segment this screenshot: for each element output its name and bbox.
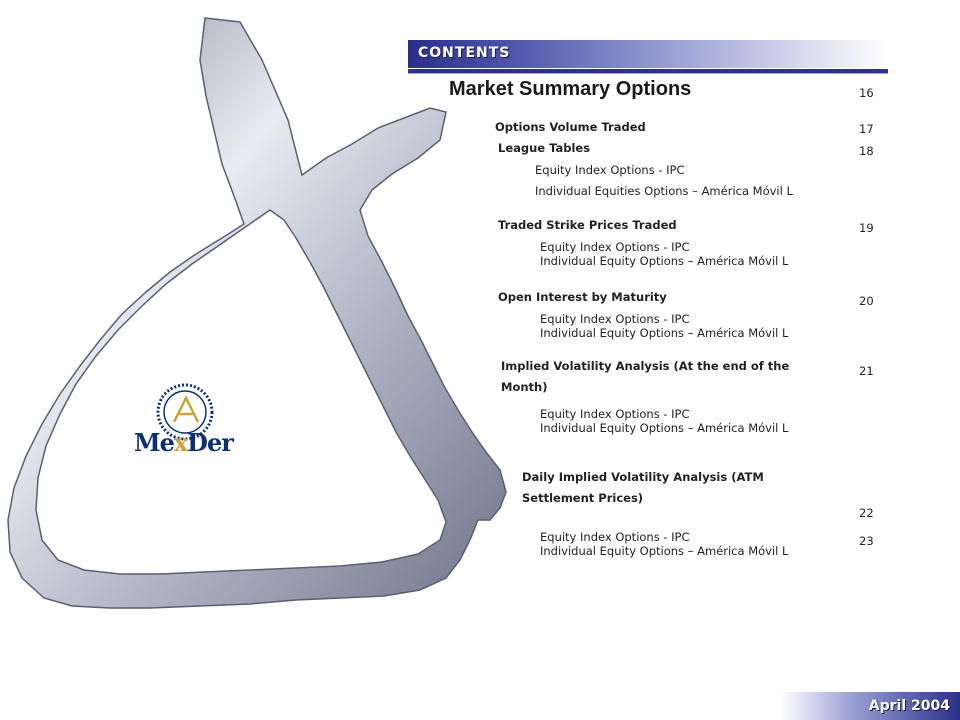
- page-number: 16: [859, 86, 874, 100]
- toc-open-interest-item-2: Individual Equity Options – América Móvil L: [540, 326, 789, 340]
- toc-league-tables: League Tables: [498, 141, 591, 155]
- page-number: 17: [859, 122, 874, 136]
- mexder-logo-text: MexDer: [134, 428, 233, 457]
- page-number: 21: [859, 364, 874, 378]
- toc-strike-item-1: Equity Index Options - IPC: [540, 240, 690, 254]
- toc-open-interest: Open Interest by Maturity: [498, 290, 667, 304]
- page-number: 19: [859, 221, 874, 235]
- header-rule-thin: [408, 73, 888, 74]
- toc-implied-vol-item-2: Individual Equity Options – América Móvil L: [540, 421, 789, 435]
- page-number: 23: [859, 534, 874, 548]
- toc-implied-volatility: Implied Volatility Analysis (At the end of the Month): [501, 359, 790, 394]
- contents-label: CONTENTS: [418, 45, 511, 61]
- toc-strike-item-2: Individual Equity Options – América Móvil L: [540, 254, 789, 268]
- toc-implied-vol-item-1: Equity Index Options - IPC: [540, 407, 690, 421]
- toc-daily-implied-volatility: Daily Implied Volatility Analysis (ATM Settlement Prices): [522, 470, 764, 505]
- decorative-ribbon: [0, 0, 520, 640]
- toc-league-item-1: Equity Index Options - IPC: [535, 163, 685, 177]
- toc-options-volume: Options Volume Traded: [495, 120, 646, 134]
- page-title: Market Summary Options: [449, 78, 692, 100]
- toc-daily-vol-item-1: Equity Index Options - IPC: [540, 530, 690, 544]
- toc-league-item-2: Individual Equities Options – América Móvil L: [535, 184, 793, 198]
- toc-daily-vol-item-2: Individual Equity Options – América Móvil L: [540, 544, 789, 558]
- toc-open-interest-item-1: Equity Index Options - IPC: [540, 312, 690, 326]
- page-number: 20: [859, 294, 874, 308]
- toc-strike-prices: Traded Strike Prices Traded: [498, 218, 677, 232]
- page-number: 18: [859, 144, 874, 158]
- footer-date: April 2004: [868, 698, 950, 714]
- page-number: 22: [859, 506, 874, 520]
